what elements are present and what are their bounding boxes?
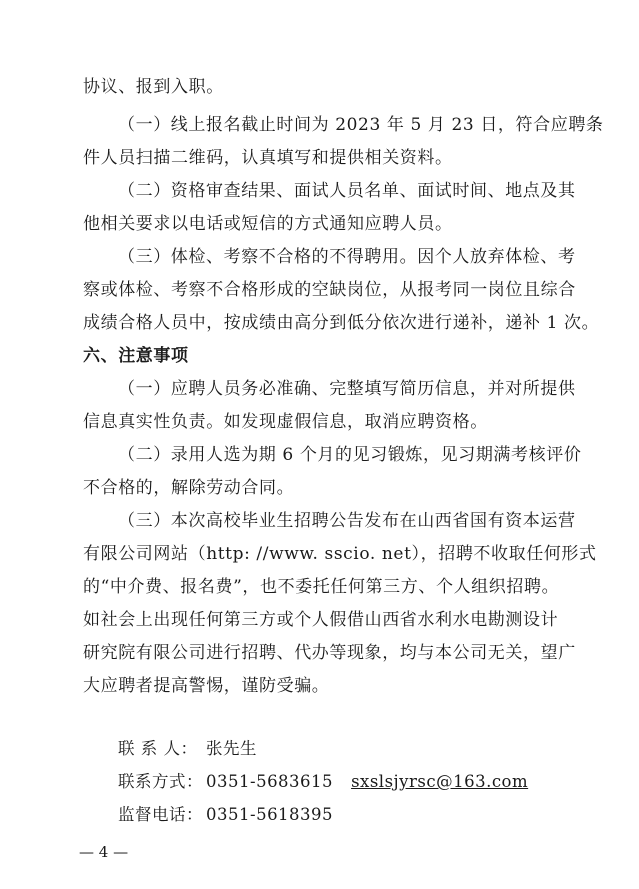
- contact-person-row: [118, 738, 257, 760]
- contact-method-label: 联系方式：: [118, 772, 203, 791]
- paragraph-line: 察或体检、考察不合格形成的空缺岗位，从报考同一岗位且综合: [83, 280, 576, 300]
- page-number: — 4 —: [79, 843, 129, 861]
- paragraph-line: 信息真实性负责。如发现虚假信息，取消应聘资格。: [83, 412, 488, 432]
- paragraph-line: 不合格的，解除劳动合同。: [83, 478, 295, 498]
- supervise-phone-row: [118, 804, 333, 826]
- paragraph-line: （三）体检、考察不合格的不得聘用。因个人放弃体检、考: [118, 247, 576, 267]
- paragraph-line: 他相关要求以电话或短信的方式通知应聘人员。: [83, 214, 453, 234]
- paragraph-line: （二）资格审查结果、面试人员名单、面试时间、地点及其: [118, 181, 576, 201]
- paragraph-line: 研究院有限公司进行招聘、代办等现象，均与本公司无关，望广: [83, 643, 576, 663]
- paragraph-line: （二）录用人选为期 6 个月的见习锻炼，见习期满考核评价: [118, 445, 582, 465]
- section-heading: 六、注意事项: [83, 346, 189, 366]
- paragraph-line: （一）线上报名截止时间为 2023 年 5 月 23 日，符合应聘条: [118, 115, 604, 135]
- supervise-phone-value: 0351-5618395: [206, 805, 334, 824]
- supervise-phone-label: 监督电话：: [118, 805, 203, 824]
- paragraph-line: 协议、报到入职。: [83, 77, 224, 97]
- contact-method-row: [118, 771, 528, 793]
- paragraph-line: 如社会上出现任何第三方或个人假借山西省水利水电勘测设计: [83, 610, 559, 630]
- paragraph-line: （一）应聘人员务必准确、完整填写简历信息，并对所提供: [118, 379, 576, 399]
- paragraph-line: 的“中介费、报名费”，也不委托任何第三方、个人组织招聘。: [83, 577, 560, 597]
- contact-person-value: 张先生: [206, 739, 257, 758]
- paragraph-line: 成绩合格人员中，按成绩由高分到低分依次进行递补，递补 1 次。: [83, 313, 600, 333]
- paragraph-line: 大应聘者提高警惕，谨防受骗。: [83, 676, 330, 696]
- paragraph-line: 件人员扫描二维码，认真填写和提供相关资料。: [83, 148, 453, 168]
- contact-person-label: 联 系 人：: [118, 739, 198, 758]
- paragraph-line: （三）本次高校毕业生招聘公告发布在山西省国有资本运营: [118, 511, 576, 531]
- contact-email-link[interactable]: sxslsjyrsc@163.com: [351, 772, 529, 791]
- contact-phone: 0351-5683615: [206, 772, 334, 791]
- paragraph-line: 有限公司网站（http: //www. sscio. net），招聘不收取任何形式: [83, 544, 597, 564]
